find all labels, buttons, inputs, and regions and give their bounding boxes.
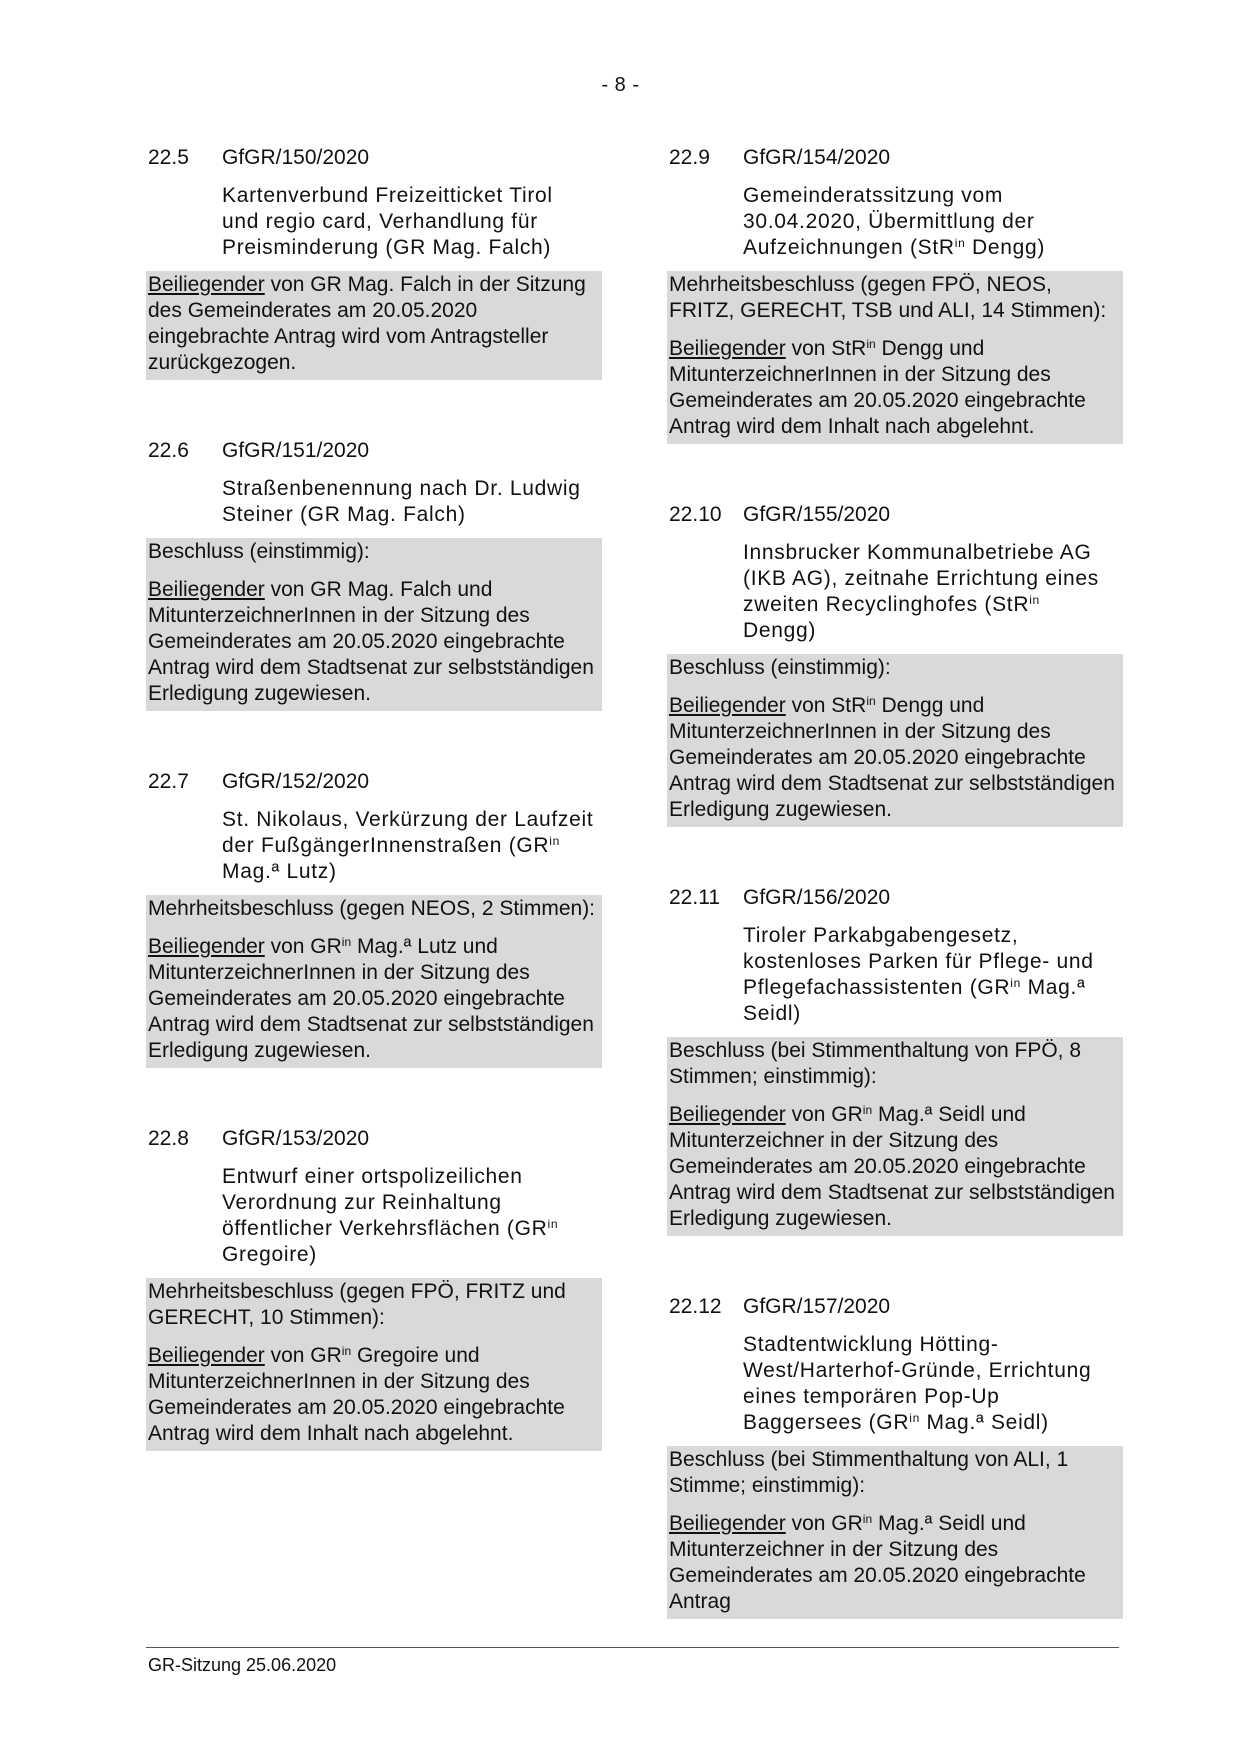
title-text-end: Gregoire) [222,1243,317,1266]
title-text-end: Dengg) [965,236,1046,259]
resolution-label: Beschluss (einstimmig): [148,540,370,563]
item-reference: GfGR/150/2020 [222,146,370,169]
body-text: von StR [785,337,867,360]
item-number: 22.7 [148,770,189,793]
resolution-label: Beschluss (einstimmig): [669,656,891,679]
superscript: in [866,694,876,708]
item-number: 22.5 [148,146,189,169]
resolution-text [669,1102,1119,1232]
body-text-end: Dengg und MitunterzeichnerInnen in der Sitzung des Gemeinderates am 20.05.2020 eingebrachte Antrag wird dem Inhalt nach abgelehnt. [669,337,1086,438]
agenda-item-22-9 [667,145,1123,444]
lead-word: Beiliegender [148,273,265,296]
item-title [222,807,602,885]
title-text: Innsbrucker Kommunalbetriebe AG (IKB AG), zeitnahe Errichtung eines zweiten Recyclinghofes (StR [743,541,1099,616]
item-reference: GfGR/156/2020 [743,886,891,909]
lead-word: Beiliegender [148,578,265,601]
item-title [743,923,1123,1027]
resolution-label: Mehrheitsbeschluss (gegen FPÖ, FRITZ und GERECHT, 10 Stimmen): [148,1280,566,1329]
superscript: in [549,834,561,848]
item-reference: GfGR/154/2020 [743,146,891,169]
item-reference: GfGR/153/2020 [222,1127,370,1150]
agenda-item-22-10 [667,502,1123,827]
resolution-text [148,272,598,376]
superscript: in [1029,593,1040,607]
body-text-end: Dengg und MitunterzeichnerInnen in der Sitzung des Gemeinderates am 20.05.2020 eingebrachte Antrag wird dem Stadtsenat zur selbstständigen Erledigung zugewiesen. [669,694,1115,821]
resolution-label: Mehrheitsbeschluss (gegen FPÖ, NEOS, FRITZ, GERECHT, TSB und ALI, 14 Stimmen): [669,273,1107,322]
lead-word: Beiliegender [669,694,786,717]
item-header [669,145,1123,171]
item-title [743,1332,1123,1436]
lead-word: Beiliegender [669,1512,786,1535]
title-text: Gemeinderatssitzung vom 30.04.2020, Übermittlung der Aufzeichnungen (StR [743,184,1035,259]
lead-word: Beiliegender [669,337,786,360]
item-reference: GfGR/151/2020 [222,439,370,462]
agenda-item-22-5 [146,145,602,380]
agenda-item-22-7 [146,769,602,1068]
footer-text: GR-Sitzung 25.06.2020 [148,1655,337,1675]
item-title [743,183,1123,261]
item-header [148,1126,602,1152]
resolution-box [146,271,602,380]
body-text: von GR [785,1103,863,1126]
title-text-end: Dengg) [743,619,817,642]
agenda-item-22-12 [667,1294,1123,1619]
superscript: in [341,1344,352,1358]
resolution-label: Mehrheitsbeschluss (gegen NEOS, 2 Stimmen): [148,897,596,920]
superscript: in [954,236,966,250]
title-text-end: Mag.ª Seidl) [919,1411,1049,1434]
item-reference: GfGR/155/2020 [743,503,891,526]
item-header [669,502,1123,528]
superscript: in [547,1217,559,1231]
superscript: in [866,337,876,351]
lead-word: Beiliegender [148,935,265,958]
body-text-end: Mag.ª Lutz und MitunterzeichnerInnen in der Sitzung des Gemeinderates am 20.05.2020 eingebrachte Antrag wird dem Stadtsenat zur selbstständigen Erledigung zugewiesen. [148,935,594,1062]
superscript: in [909,1411,920,1425]
agenda-item-22-8 [146,1126,602,1451]
resolution-box [146,1278,602,1451]
agenda-item-22-11 [667,885,1123,1236]
item-number: 22.9 [669,146,710,169]
superscript: in [862,1103,873,1117]
item-title: Straßenbenennung nach Dr. Ludwig Steiner (GR Mag. Falch) [222,477,581,526]
resolution-box [146,538,602,711]
lead-word: Beiliegender [669,1103,786,1126]
resolution-text [669,693,1119,823]
item-header [148,438,602,464]
item-number: 22.10 [669,503,722,526]
item-title [743,540,1123,644]
item-reference: GfGR/152/2020 [222,770,370,793]
body-text: von GR Mag. Falch und MitunterzeichnerInnen in der Sitzung des Gemeinderates am 20.05.2020 eingebrachte Antrag wird dem Stadtsenat zur selbstständigen Erledigung zugewiesen. [148,578,594,705]
superscript: in [341,935,352,949]
item-title [222,1164,602,1268]
agenda-item-22-6 [146,438,602,711]
resolution-text [148,934,598,1064]
title-text: Stadtentwicklung Hötting-West/Harterhof-Gründe, Errichtung eines temporären Pop-Up Baggersees (GR [743,1333,1092,1434]
superscript: in [1010,976,1022,990]
resolution-label: Beschluss (bei Stimmenthaltung von ALI, 1 Stimme; einstimmig): [669,1448,1069,1497]
resolution-text [669,1511,1119,1615]
superscript: in [862,1512,873,1526]
body-text: von StR [785,694,867,717]
item-reference: GfGR/157/2020 [743,1295,891,1318]
item-header [669,1294,1123,1320]
resolution-text [669,336,1119,440]
title-text-end: Mag.ª Lutz) [222,860,337,883]
right-column [667,145,1123,1677]
lead-word: Beiliegender [148,1344,265,1367]
body-text: von GR Mag. Falch in der Sitzung des Gemeinderates am 20.05.2020 eingebrachte Antrag wird vom Antragsteller zurückgezogen. [148,273,586,374]
resolution-box [667,654,1123,827]
body-text: von GR [785,1512,863,1535]
item-title: Kartenverbund Freizeitticket Tirol und regio card, Verhandlung für Preisminderung (GR Mag. Falch) [222,184,553,259]
resolution-box [667,271,1123,444]
title-text: St. Nikolaus, Verkürzung der Laufzeit der FußgängerInnenstraßen (GR [222,808,594,857]
body-text-end: Mag.ª Seidl und Mitunterzeichner in der Sitzung des Gemeinderates am 20.05.2020 eingebrachte Antrag wird dem Stadtsenat zur selbstständigen Erledigung zugewiesen. [669,1103,1115,1230]
resolution-text [148,1343,598,1447]
footer-divider [146,1647,1119,1648]
item-header [148,769,602,795]
item-header [669,885,1123,911]
title-text: Tiroler Parkabgabengesetz, kostenloses Parken für Pflege- und Pflegefachassistenten (GR [743,924,1094,999]
item-number: 22.11 [669,886,720,909]
title-text: Entwurf einer ortspolizeilichen Verordnung zur Reinhaltung öffentlicher Verkehrsflächen (GR [222,1165,548,1240]
resolution-label: Beschluss (bei Stimmenthaltung von FPÖ, 8 Stimmen; einstimmig): [669,1039,1082,1088]
item-number: 22.8 [148,1127,189,1150]
left-column [146,145,602,1509]
resolution-box [146,895,602,1068]
body-text-end: Mag.ª Seidl und Mitunterzeichner in der Sitzung des Gemeinderates am 20.05.2020 eingebrachte Antrag [669,1512,1086,1613]
title-text-end: Mag.ª Seidl) [743,976,1086,1025]
page-number: - 8 - [601,74,640,96]
body-text: von GR [264,935,342,958]
body-text: von GR [264,1344,342,1367]
resolution-text [148,577,598,707]
item-number: 22.6 [148,439,189,462]
resolution-box [667,1037,1123,1236]
resolution-box [667,1446,1123,1619]
item-header [148,145,602,171]
body-text-end: Gregoire und MitunterzeichnerInnen in der Sitzung des Gemeinderates am 20.05.2020 eingebrachte Antrag wird dem Inhalt nach abgelehnt. [148,1344,565,1445]
item-number: 22.12 [669,1295,722,1318]
